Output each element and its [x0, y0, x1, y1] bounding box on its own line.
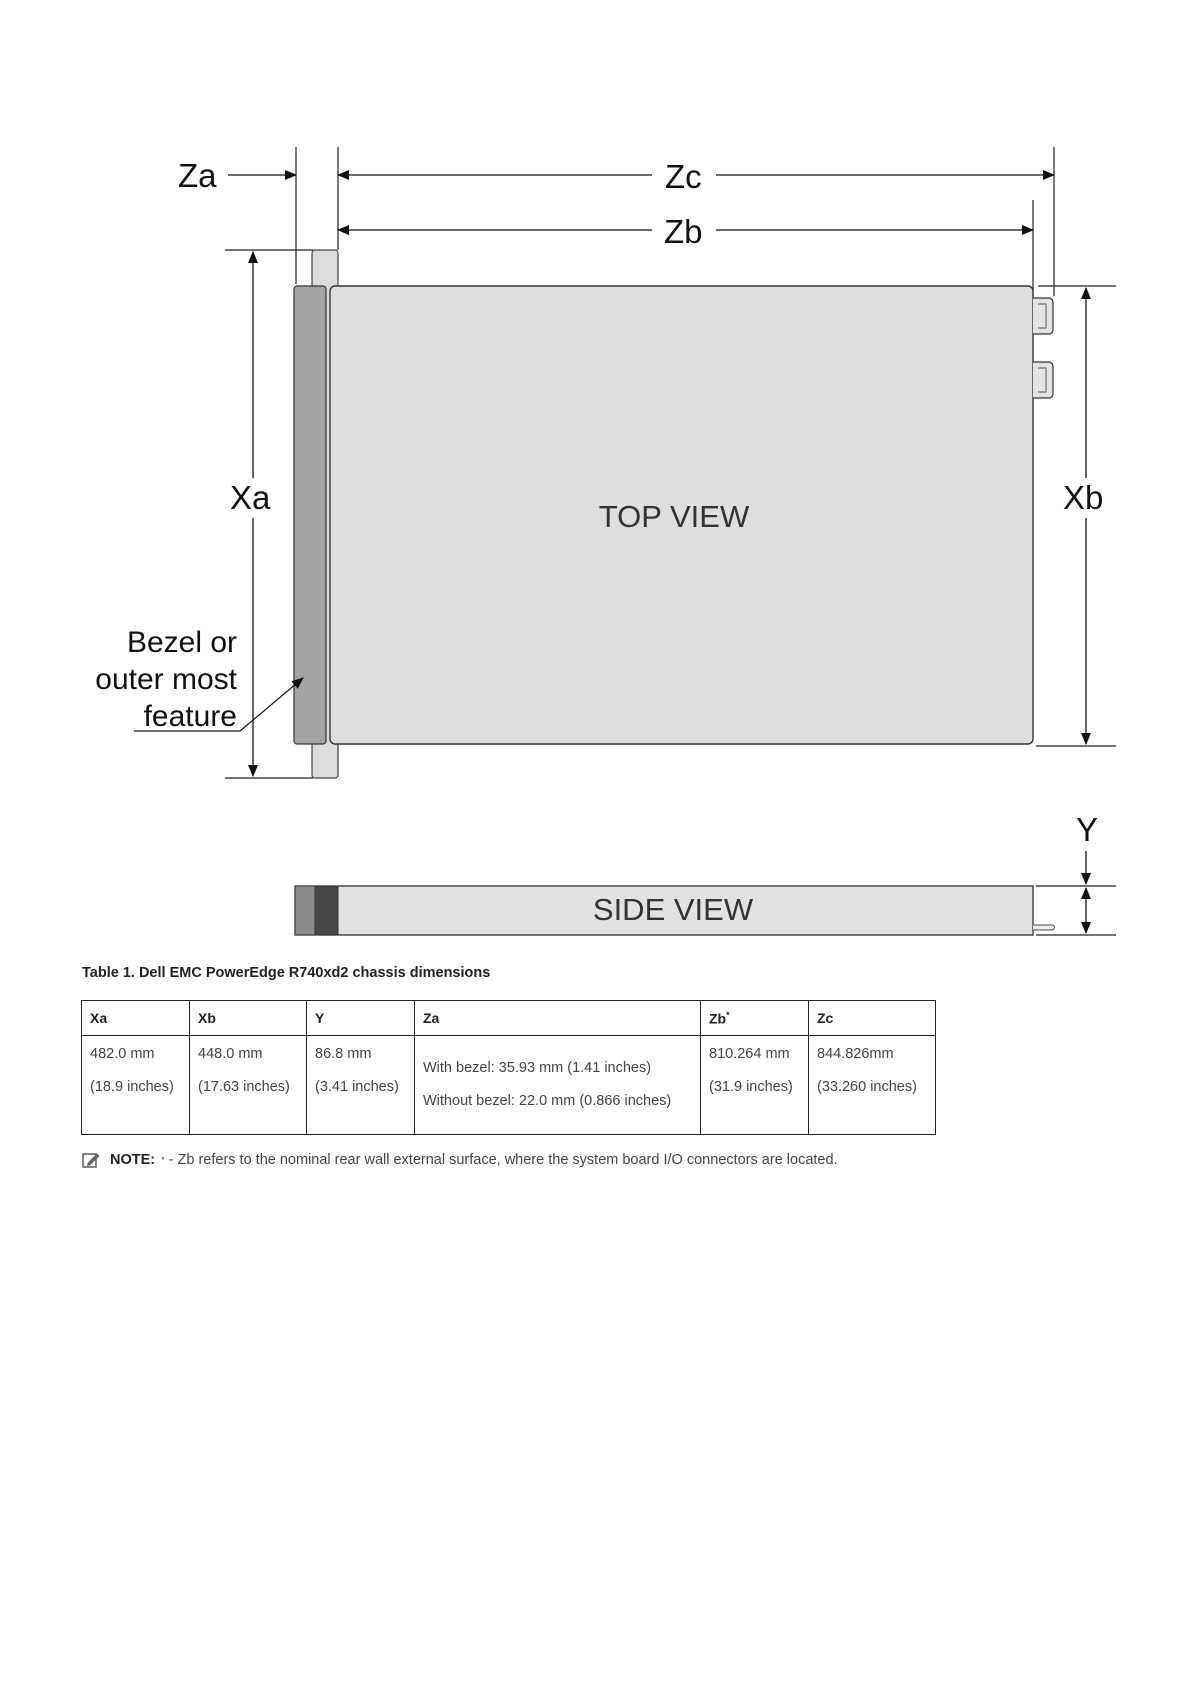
- header-zb-footnote-mark: *: [726, 1009, 730, 1020]
- y-inches: (3.41 inches): [315, 1079, 399, 1095]
- header-zb: [701, 1001, 809, 1036]
- cell-zc: [809, 1036, 936, 1135]
- cell-za: [415, 1036, 701, 1135]
- zb-inches: (31.9 inches): [709, 1079, 793, 1095]
- top-view: [294, 250, 1053, 778]
- cell-xa: [82, 1036, 190, 1135]
- zc-inches: (33.260 inches): [817, 1079, 917, 1095]
- za-without-bezel: Without bezel: 22.0 mm (0.866 inches): [423, 1093, 672, 1109]
- zb-dimension: [338, 213, 1033, 250]
- header-zb-label: Zb: [709, 1010, 727, 1027]
- rear-handle-1: [1033, 298, 1053, 334]
- side-handle: [1033, 925, 1055, 930]
- bezel-callout: [95, 626, 303, 733]
- xa-dimension: [230, 252, 271, 776]
- xa-inches: (18.9 inches): [90, 1079, 174, 1095]
- table-row: [82, 1036, 936, 1135]
- table-note: [82, 1151, 838, 1169]
- top-view-label: TOP VIEW: [598, 499, 750, 534]
- note-pencil-icon: [82, 1151, 100, 1169]
- side-view-label: SIDE VIEW: [592, 892, 754, 927]
- side-bezel: [295, 886, 315, 935]
- cell-xb: [190, 1036, 307, 1135]
- zc-mm: 844.826mm: [817, 1046, 894, 1062]
- side-front-panel: [315, 886, 338, 935]
- side-view: [295, 886, 1055, 935]
- table-title: Table 1. Dell EMC PowerEdge R740xd2 chassis dimensions: [82, 965, 491, 981]
- header-za: Za: [415, 1001, 701, 1036]
- cell-zb: [701, 1036, 809, 1135]
- za-label: Za: [178, 157, 217, 194]
- zb-label: Zb: [664, 213, 703, 250]
- y-mm: 86.8 mm: [315, 1046, 372, 1062]
- y-label: Y: [1076, 811, 1099, 848]
- header-xb: Xb: [190, 1001, 307, 1036]
- xb-dimension: [1063, 288, 1103, 744]
- cell-y: [307, 1036, 415, 1135]
- header-zc: Zc: [809, 1001, 936, 1036]
- note-label: NOTE:: [110, 1152, 156, 1168]
- y-dimension: [1076, 811, 1098, 933]
- header-y: Y: [307, 1001, 415, 1036]
- note-text: - Zb refers to the nominal rear wall external surface, where the system board I/O connectors are located.: [164, 1152, 838, 1168]
- xa-label: Xa: [230, 479, 271, 516]
- bezel: [294, 286, 326, 744]
- zc-label: Zc: [665, 158, 702, 195]
- za-with-bezel: With bezel: 35.93 mm (1.41 inches): [423, 1060, 652, 1076]
- zc-dimension: [338, 158, 1054, 195]
- chassis-dimensions-table: [81, 1000, 936, 1135]
- rear-handle-2: [1033, 362, 1053, 398]
- header-xa: Xa: [82, 1001, 190, 1036]
- xb-mm: 448.0 mm: [198, 1046, 263, 1062]
- xb-label: Xb: [1063, 479, 1104, 516]
- note-footnote-mark: *: [161, 1155, 165, 1165]
- zb-mm: 810.264 mm: [709, 1046, 790, 1062]
- bezel-label-line2: outer most: [95, 663, 237, 696]
- bezel-label-line3: feature: [143, 700, 237, 733]
- bezel-label-line1: Bezel or: [126, 626, 237, 659]
- xb-inches: (17.63 inches): [198, 1079, 290, 1095]
- xa-mm: 482.0 mm: [90, 1046, 155, 1062]
- za-dimension: [178, 157, 296, 194]
- table-header-row: [82, 1001, 936, 1036]
